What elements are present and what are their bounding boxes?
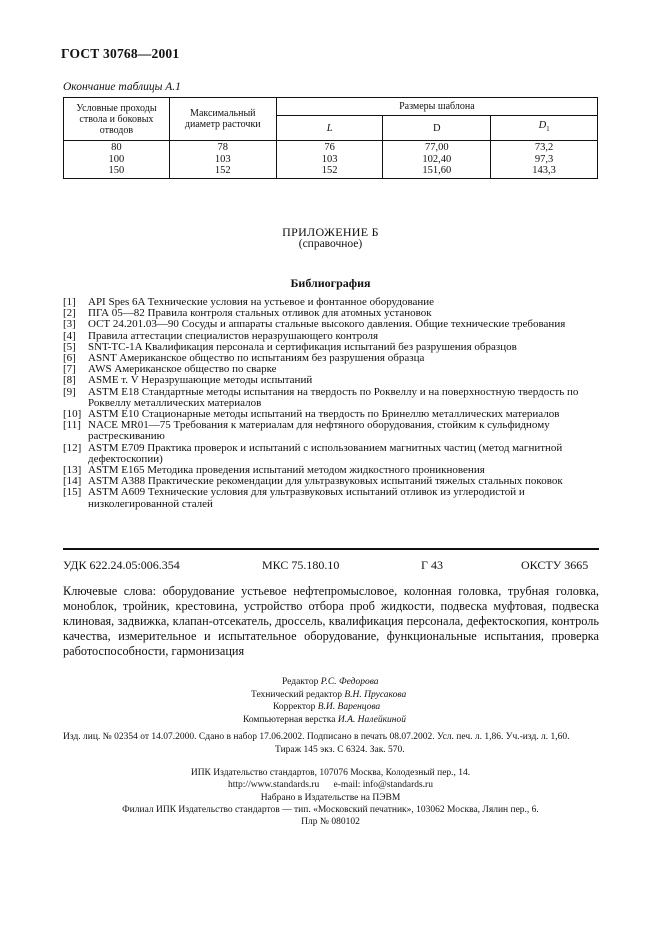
cell: 152	[214, 165, 231, 176]
bib-text: ASTM E10 Стационарные методы испытаний на твердость по Бринеллю металлических материалов	[88, 408, 560, 421]
bib-text: ASNT Американское общество по испытаниям без разрушения образца	[88, 352, 425, 365]
bib-number: [13]	[63, 464, 82, 477]
bib-item	[63, 319, 599, 330]
bib-item	[63, 375, 599, 386]
credit-corrector	[273, 701, 380, 714]
cell: 152	[321, 165, 338, 176]
bib-text: AWS Американское общество по сварке	[88, 363, 277, 376]
credit-person: И.А. Налейкиной	[337, 714, 406, 725]
publisher-line: http://www.standards.ru e-mail: info@standards.ru	[228, 780, 433, 791]
bib-number: [4]	[63, 329, 76, 342]
credit-label: Технический редактор	[251, 689, 342, 700]
cell: 150	[108, 165, 125, 176]
bib-text: ОСТ 24.201.03—90 Сосуды и аппараты стальные высокого давления. Общие технические требования	[88, 318, 566, 331]
bib-text: ASME т. V Неразрушающие методы испытаний	[88, 374, 313, 387]
bib-number: [1]	[63, 296, 76, 308]
bib-number: [8]	[63, 374, 76, 387]
bib-item	[63, 487, 599, 509]
appendix-subtitle: (справочное)	[298, 238, 363, 250]
header-D: D	[383, 116, 491, 141]
keywords-paragraph: Ключевые слова: оборудование устьевое нефтепромысловое, колонная головка, трубная головка, моноблок, тройник, крестовина, устройство отбора проб жидкости, подвеска муфтовая, подвеска клиновая, задвижка, клапан-отсекатель, дроссель, квалификация персонала, дефектоскопия, контроль качества, измерительное и испытательное оборудование, функциональные испытания, проверка работоспособности, гармонизация	[63, 584, 599, 658]
cell: 80	[111, 142, 122, 153]
bib-text: API Spes 6A Технические условия на устьевое и фонтанное оборудование	[88, 296, 435, 308]
bib-number: [3]	[63, 318, 76, 331]
bib-text: NACE MR01—75 Требования к материалам для нефтяного оборудования, стойким к сульфидному растрескиванию	[88, 419, 550, 443]
document-header: ГОСТ 30768—2001	[61, 46, 180, 61]
bib-number: [10]	[63, 408, 82, 421]
okstu-code: ОКСТУ 3665	[521, 558, 589, 572]
credit-person: Р.С. Федорова	[320, 677, 379, 687]
col-L	[276, 141, 383, 179]
header-max-bore-diameter: Максимальный диаметр расточки	[169, 98, 276, 141]
bib-item	[63, 387, 599, 409]
cell: 78	[217, 142, 229, 153]
mks-code: МКС 75.180.10	[262, 558, 340, 572]
bib-text: SNT-TC-1A Квалификация персонала и сертификация испытаний без разрушения образцов	[88, 340, 517, 353]
bib-number: [6]	[63, 352, 76, 365]
credit-tech-editor	[251, 689, 406, 702]
credit-label: Корректор	[273, 702, 316, 712]
publisher-line: Набрано в Издательстве на ПЭВМ	[260, 792, 401, 803]
header-nominal-bore: Условные проходы ствола и боковых отводов	[64, 98, 170, 141]
bib-number: [15]	[63, 486, 82, 499]
udk-code: УДК 622.24.05:006.354	[63, 558, 180, 572]
cell: 73,2	[534, 142, 554, 153]
publisher-line: Плр № 080102	[301, 817, 360, 828]
cell: 100	[108, 153, 125, 165]
bib-number: [12]	[63, 441, 82, 454]
bib-number: [5]	[63, 340, 76, 353]
header-gauge-dimensions: Размеры шаблона	[276, 98, 597, 116]
bib-number: [2]	[63, 307, 76, 320]
col-nominal-bore	[64, 141, 170, 179]
g-code: Г 43	[421, 558, 443, 572]
bib-item	[63, 443, 599, 465]
bib-text: Правила аттестации специалистов неразрушающего контроля	[88, 329, 379, 342]
imprint-line: Тираж 145 экз. С 6324. Зак. 570.	[275, 744, 405, 755]
credit-layout	[243, 714, 406, 727]
bib-text: ПГА 05—82 Правила контроля стальных отливок для атомных установок	[88, 307, 432, 320]
credit-person: В.Н. Прусакова	[344, 689, 407, 700]
cell: 103	[214, 153, 231, 165]
bibliography-list	[63, 297, 599, 510]
cell: 77,00	[425, 142, 449, 153]
cell: 102,40	[422, 153, 452, 165]
bib-text: ASTM E18 Стандартные методы испытания на твердость по Роквеллу и на поверхностную твердость по Роквеллу металлических материалов	[88, 385, 579, 409]
bib-number: [11]	[63, 419, 81, 432]
bib-number: [7]	[63, 363, 76, 376]
cell: 103	[321, 153, 338, 165]
credit-label: Редактор	[282, 677, 319, 687]
cell: 97,3	[534, 153, 554, 165]
credit-editor	[282, 676, 379, 689]
bib-item	[63, 420, 599, 442]
gauge-dimensions-table	[63, 97, 598, 179]
table-caption: Окончание таблицы А.1	[63, 81, 181, 93]
col-D	[383, 141, 491, 179]
publisher-line: ИПК Издательство стандартов, 107076 Москва, Колодезный пер., 14.	[190, 768, 471, 778]
publisher-line: Филиал ИПК Издательство стандартов — тип. «Московский печатник», 103062 Москва, Лялин пер., 6.	[122, 804, 539, 815]
header-D1: $D_1$	[491, 116, 598, 141]
bib-number: [9]	[63, 385, 76, 398]
bib-text: ASTM A609 Технические условия для ультразвуковых испытаний отливок из углеродистой и низколегированной сталей	[88, 486, 525, 510]
bib-text: ASTM E709 Практика проверок и испытаний с использованием магнитных частиц (метод магнитной дефектоскопии)	[88, 441, 563, 465]
bib-text: ASTM A388 Практические рекомендации для ультразвуковых испытаний тяжелых стальных поковок	[88, 475, 563, 488]
bib-text: ASTM E165 Методика проведения испытаний методом жидкостного проникновения	[88, 464, 485, 477]
section-divider	[63, 548, 599, 550]
col-D1	[491, 141, 598, 179]
cell: 143,3	[532, 165, 556, 176]
header-L: L	[276, 116, 383, 141]
table-data	[64, 141, 598, 179]
bib-number: [14]	[63, 475, 82, 488]
imprint-block	[63, 731, 599, 756]
cell: 76	[324, 142, 335, 153]
publisher-block	[0, 767, 661, 828]
col-max-bore	[169, 141, 276, 179]
imprint-line: Изд. лиц. № 02354 от 14.07.2000. Сдано в набор 17.06.2002. Подписано в печать 08.07.2002. Усл. печ. л. 1,86. Уч.-изд. л. 1,60.	[63, 732, 570, 742]
credit-label: Компьютерная верстка	[243, 714, 336, 725]
credit-person: В.И. Варенцова	[317, 702, 381, 712]
bibliography-heading: Библиография	[290, 276, 371, 290]
cell: 151,60	[422, 165, 452, 176]
appendix-title: ПРИЛОЖЕНИЕ Б	[282, 225, 379, 239]
